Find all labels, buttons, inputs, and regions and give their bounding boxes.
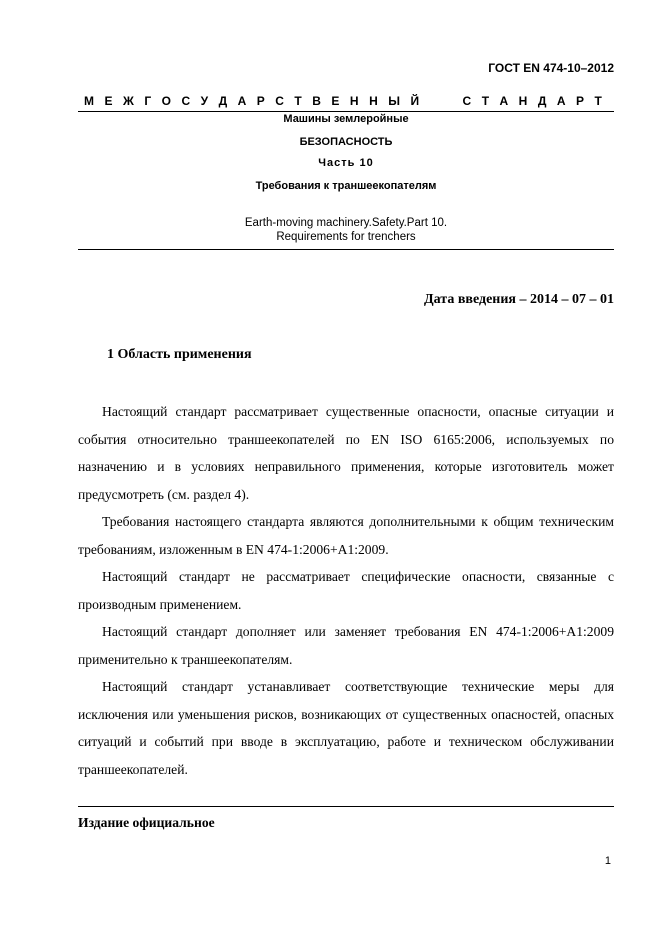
title-line-2: БЕЗОПАСНОСТЬ [299, 136, 393, 148]
interstate-letter: Г [144, 94, 152, 108]
interstate-letter [446, 94, 452, 108]
paragraph-2: Требования настоящего стандарта являются дополнительными к общим техническим требованиям, изложенным в EN 474-1:2006+A1:2009. [78, 514, 614, 557]
interstate-letter: В [312, 94, 321, 108]
date-of-introduction: Дата введения – 2014 – 07 – 01 [424, 292, 614, 307]
interstate-letter: О [161, 94, 171, 108]
interstate-letter: Н [518, 94, 528, 108]
interstate-letter: Р [576, 94, 585, 108]
interstate-letter: У [200, 94, 209, 108]
interstate-letter: Т [294, 94, 302, 108]
official-edition-label: Издание официальное [78, 815, 215, 830]
interstate-letter: Н [369, 94, 378, 108]
interstate-letter: А [556, 94, 566, 108]
title-line-1: Машины землеройные [283, 113, 409, 125]
header-divider [78, 111, 614, 112]
interstate-letter: С [275, 94, 284, 108]
interstate-letter: Т [481, 94, 490, 108]
interstate-letter: С [181, 94, 191, 108]
interstate-letter: Е [331, 94, 340, 108]
interstate-letter: Р [256, 94, 265, 108]
paragraph-4: Настоящий стандарт дополняет или заменяет требования EN 474-1:2006+A1:2009 применительно к траншеекопателям. [78, 624, 614, 667]
footer-divider [78, 806, 614, 807]
interstate-letter: Й [410, 94, 420, 108]
interstate-letter [430, 94, 436, 108]
interstate-letter: Д [537, 94, 547, 108]
english-title-line-2: Requirements for trenchers [276, 231, 416, 243]
title-divider [78, 249, 614, 250]
section-title: 1 Область применения [107, 347, 252, 362]
interstate-letter: А [499, 94, 509, 108]
title-line-3: Часть 10 [318, 157, 374, 169]
interstate-letter: Ж [122, 94, 134, 108]
paragraph-3: Настоящий стандарт не рассматривает специфические опасности, связанные с производным применением. [78, 569, 614, 612]
page-number: 1 [604, 855, 611, 867]
interstate-letter: С [462, 94, 472, 108]
interstate-letter: Н [349, 94, 359, 108]
gost-code: ГОСТ EN 474-10–2012 [488, 61, 614, 75]
paragraph-1: Настоящий стандарт рассматривает существенные опасности, опасные ситуации и события относительно траншеекопателей по EN ISO 6165:2006, используемых по назначению и в условиях неправильного применения, которые изготовитель может предусмотреть (см. раздел 4). [78, 404, 614, 502]
interstate-letter: Е [104, 94, 113, 108]
interstate-letter: М [84, 94, 94, 108]
interstate-letter: А [237, 94, 247, 108]
interstate-letter: Д [218, 94, 228, 108]
paragraph-5: Настоящий стандарт устанавливает соответствующие технические меры для исключения или уменьшения рисков, возникающих от существенных опасностей, опасных ситуаций и событий при вводе в эксплуатацию, работе и техническом обслуживании траншеекопателей. [78, 679, 614, 777]
interstate-letter: Т [594, 94, 602, 108]
title-line-4: Требования к траншеекопателям [255, 180, 437, 192]
interstate-letter: Ы [388, 94, 400, 108]
english-title-line-1: Earth-moving machinery.Safety.Part 10. [244, 217, 448, 229]
interstate-standard-heading [84, 94, 602, 108]
